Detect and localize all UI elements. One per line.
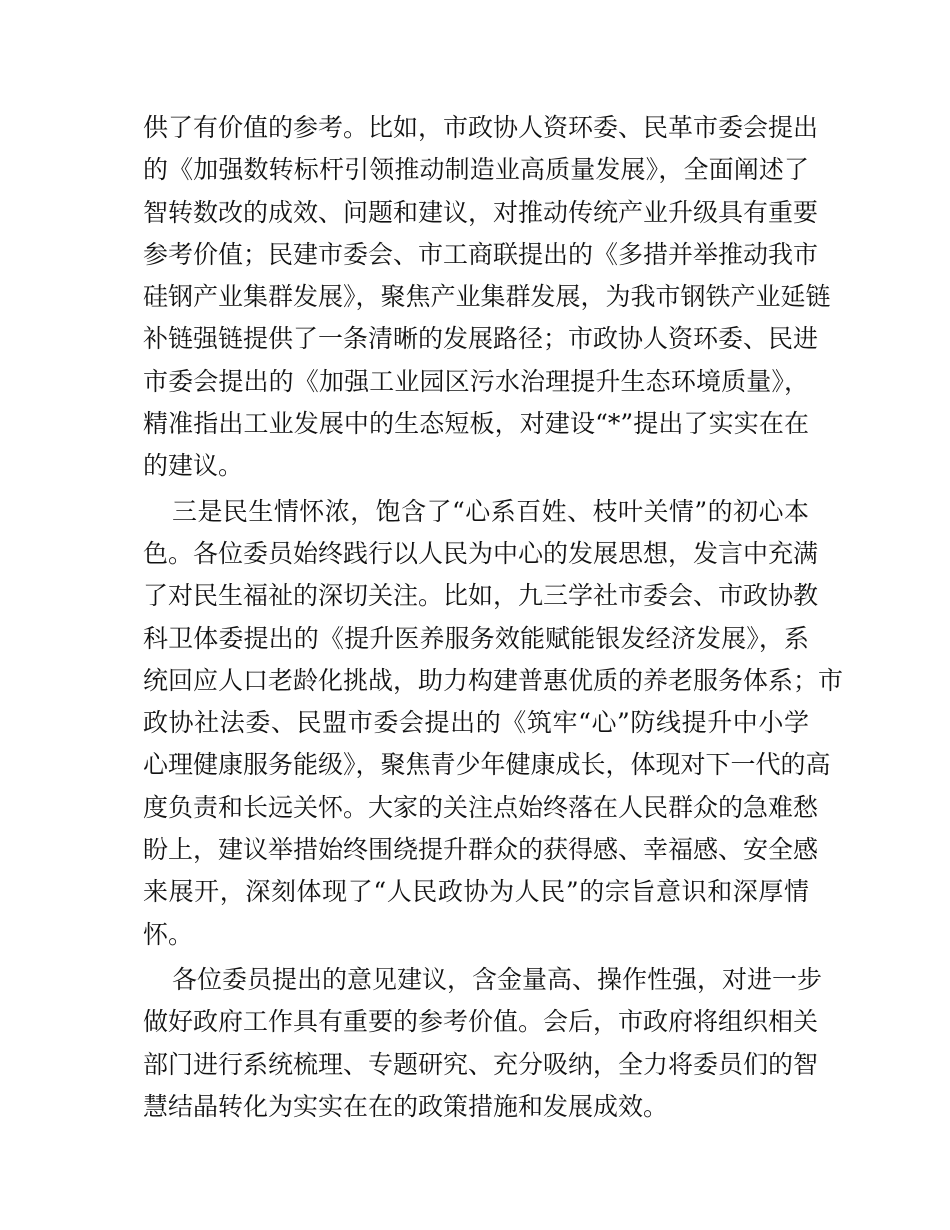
text-line: 色。各位委员始终践行以人民为中心的发展思想，发言中充满 [143, 538, 819, 568]
text-line: 科卫体委提出的《提升医养服务效能赋能银发经济发展》，系 [143, 623, 809, 653]
text-line: 心理健康服务能级》，聚焦青少年健康成长，体现对下一代的高 [143, 750, 831, 780]
text-line: 智转数改的成效、问题和建议，对推动传统产业升级具有重要 [143, 197, 819, 227]
text-line: 精准指出工业发展中的生态短板，对建设“*”提出了实实在在 [143, 409, 809, 439]
text-line: 做好政府工作具有重要的参考价值。会后，市政府将组织相关 [143, 1007, 819, 1037]
paragraph-people-livelihood [143, 491, 844, 956]
text-line: 的建议。 [143, 451, 244, 481]
text-line: 了对民生福祉的深切关注。比如，九三学社市委会、市政协教 [143, 581, 819, 611]
paragraph-continued [143, 107, 831, 488]
text-line: 各位委员提出的意见建议，含金量高、操作性强，对进一步 [172, 964, 823, 994]
document-page [143, 107, 844, 1131]
text-line: 的《加强数转标杆引领推动制造业高质量发展》，全面阐述了 [143, 155, 809, 185]
text-line: 供了有价值的参考。比如，市政协人资环委、民革市委会提出 [143, 113, 819, 142]
text-line: 怀。 [143, 919, 194, 949]
text-line: 度负责和长远关怀。大家的关注点始终落在人民群众的急难愁 [143, 792, 819, 822]
text-line: 来展开，深刻体现了“人民政协为人民”的宗旨意识和深厚情 [143, 877, 809, 907]
text-line: 政协社法委、民盟市委会提出的《筑牢“心”防线提升中小学 [143, 708, 809, 738]
text-line: 硅钢产业集群发展》，聚焦产业集群发展，为我市钢铁产业延链 [143, 282, 831, 312]
text-line: 部门进行系统梳理、专题研究、充分吸纳，全力将委员们的智 [143, 1049, 819, 1079]
text-line: 慧结晶转化为实实在在的政策措施和发展成效。 [143, 1091, 669, 1121]
text-line: 三是民生情怀浓，饱含了“心系百姓、枝叶关情”的初心本 [172, 496, 809, 526]
text-line: 参考价值；民建市委会、市工商联提出的《多措并举推动我市 [143, 239, 819, 269]
paragraph-conclusion [143, 959, 823, 1128]
text-line: 盼上，建议举措始终围绕提升群众的获得感、幸福感、安全感 [143, 835, 819, 865]
text-line: 补链强链提供了一条清晰的发展路径；市政协人资环委、民进 [143, 324, 819, 354]
text-line: 市委会提出的《加强工业园区污水治理提升生态环境质量》， [143, 366, 809, 396]
text-line: 统回应人口老龄化挑战，助力构建普惠优质的养老服务体系；市 [143, 665, 844, 695]
